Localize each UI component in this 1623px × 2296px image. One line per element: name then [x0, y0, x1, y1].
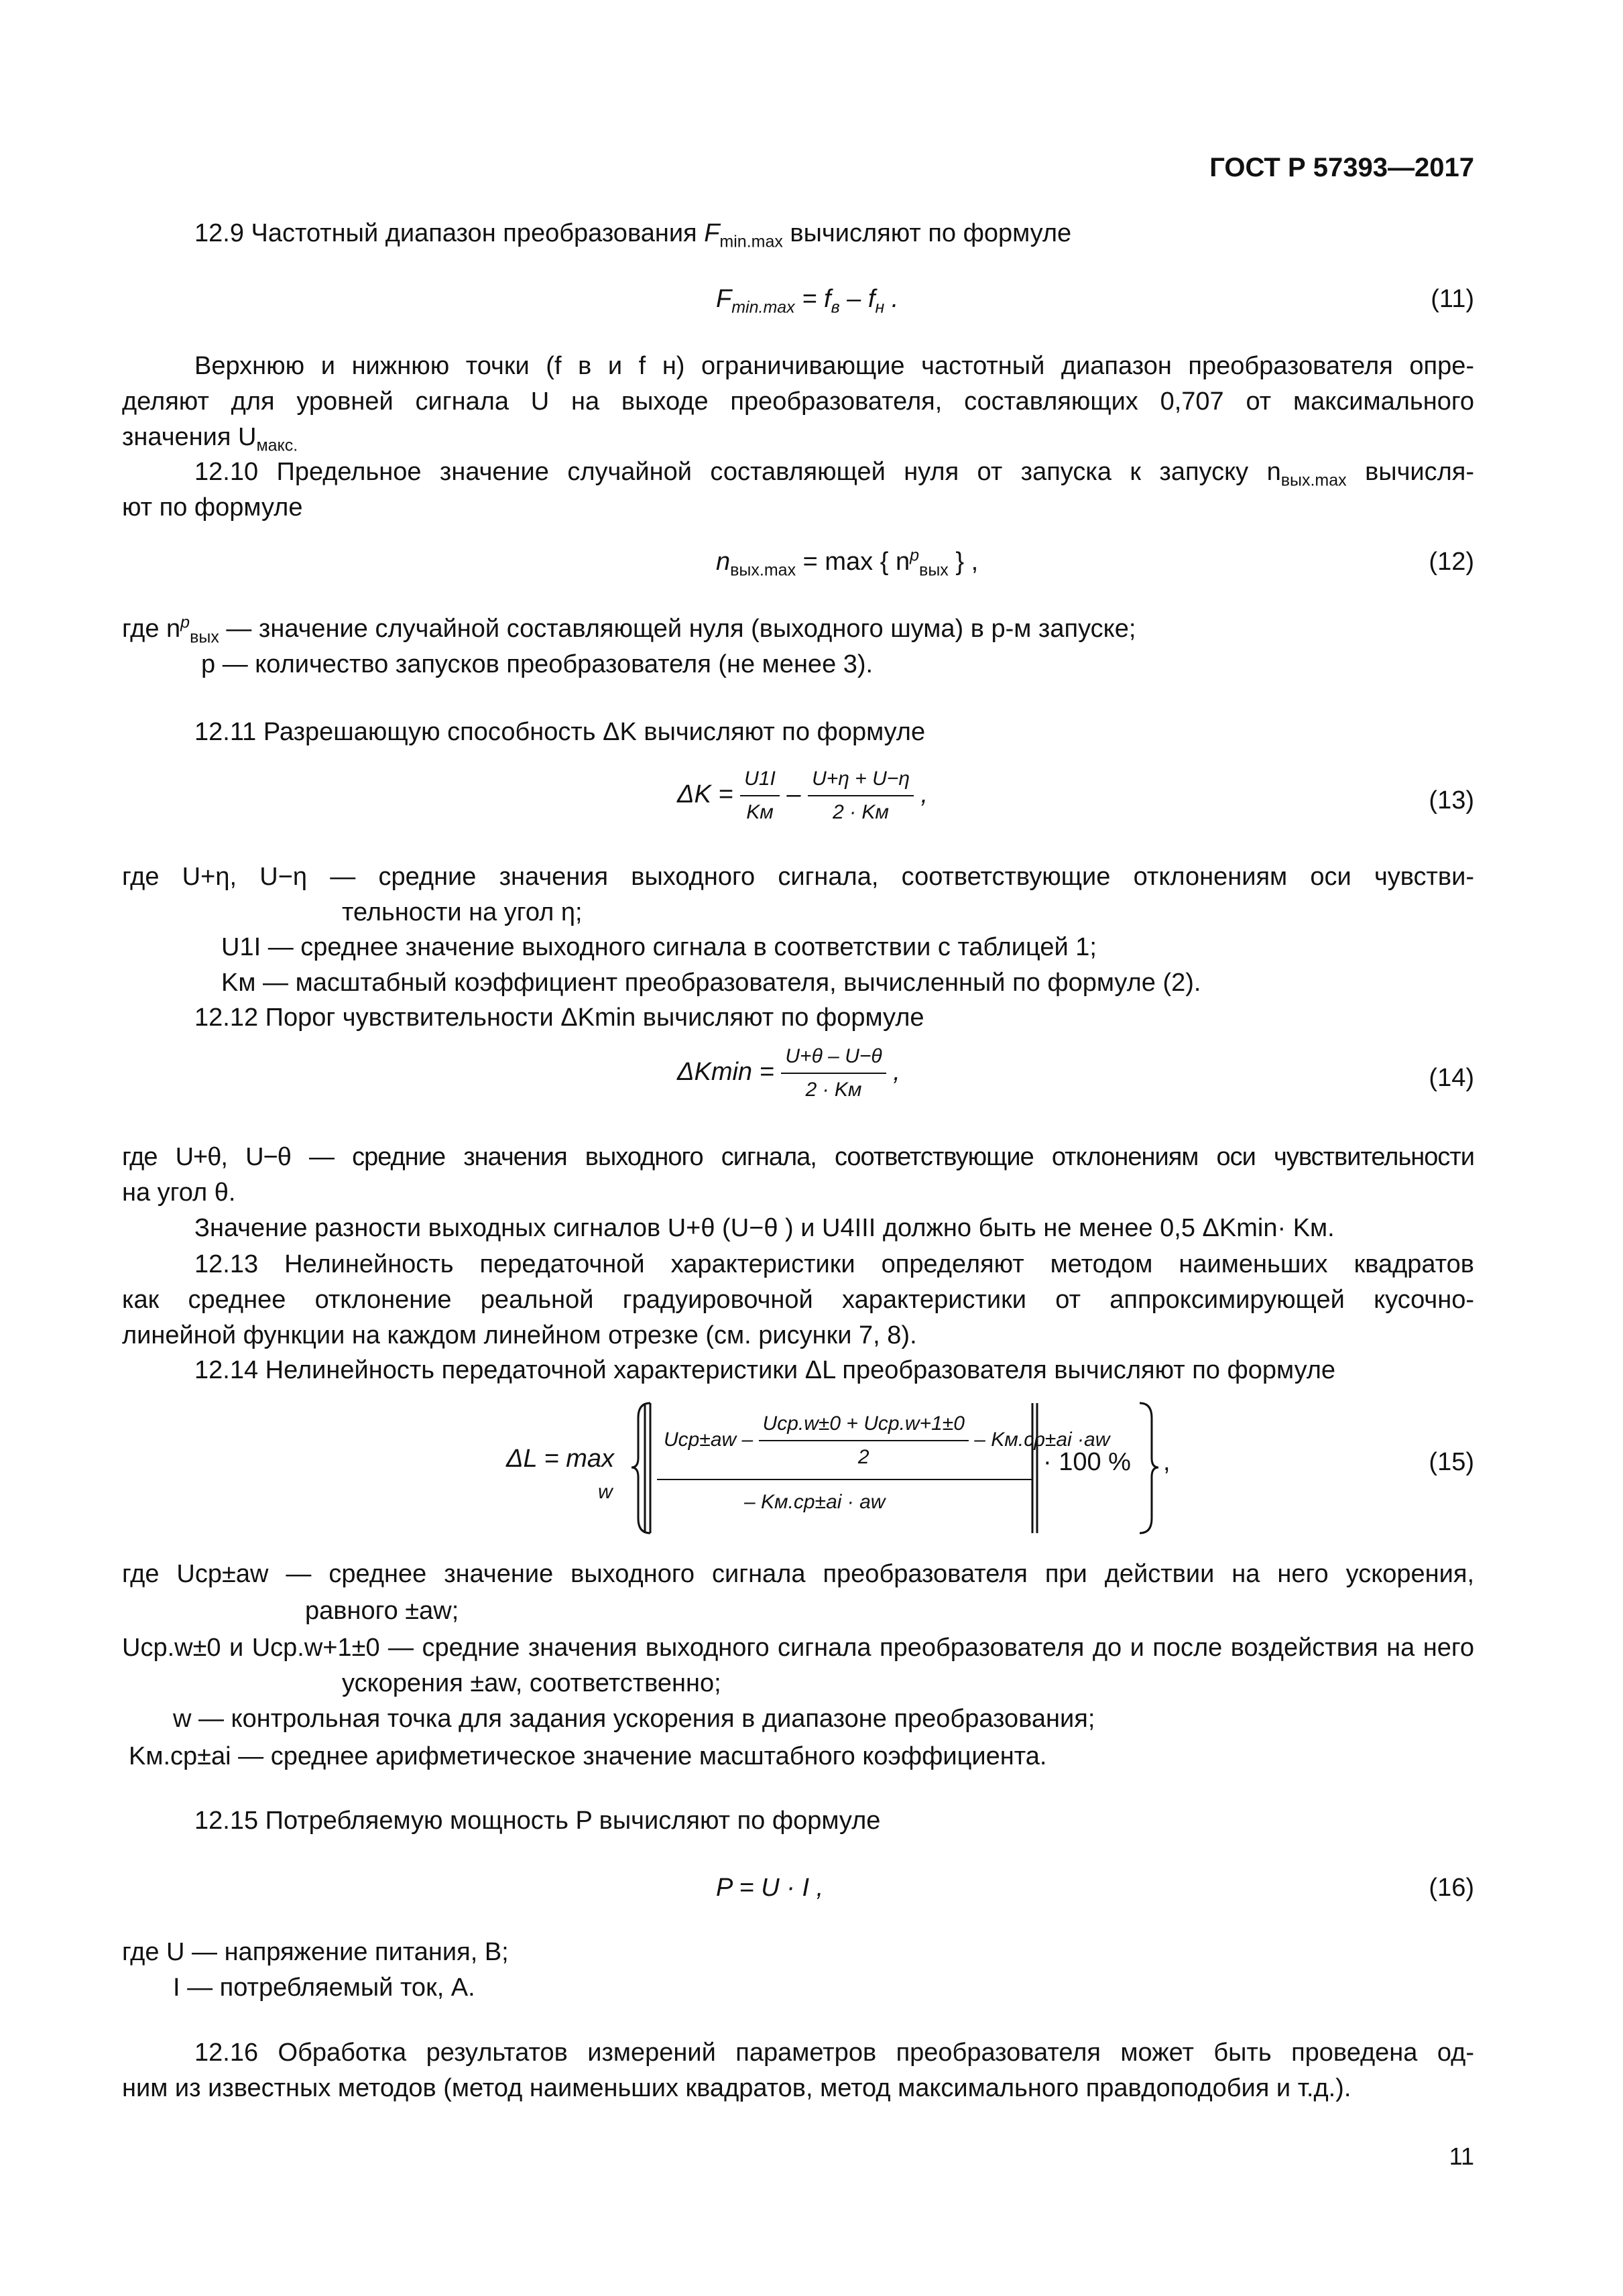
formula-14: ΔKmin = $\frac{U+\theta - U-\theta}{2 \cdot Kм}$ ,	[677, 1040, 900, 1106]
where-line: p — количество запусков преобразователя (не менее 3).	[201, 650, 874, 678]
where-line: Kм.cp±ai — среднее арифметическое значение масштабного коэффициента.	[129, 1742, 1047, 1770]
where-line: тельности на угол η;	[342, 898, 583, 926]
where-line: ускорения ±aw, соответственно;	[342, 1669, 721, 1697]
section-12-14-intro: 12.14 Нелинейность передаточной характеристики ΔL преобразователя вычисляют по формуле	[194, 1356, 1336, 1384]
where-line: где $n^p_{вых}$ — значение случайной составляющей нуля (выходного шума) в p-м запуске;	[122, 613, 1136, 647]
page-number: 11	[1449, 2142, 1474, 2170]
section-12-15-intro: 12.15 Потребляемую мощность P вычисляют по формуле	[194, 1807, 881, 1835]
formula-15-end: ,	[1163, 1448, 1170, 1476]
where-line: I — потребляемый ток, А.	[173, 1974, 475, 2002]
section-12-11-intro: 12.11 Разрешающую способность ΔK вычисляют по формуле	[194, 718, 926, 746]
formula-15-denominator: – Kм.cp±ai · aw	[744, 1491, 886, 1513]
equation-number: (15)	[1429, 1448, 1474, 1476]
where-line: w — контрольная точка для задания ускорения в диапазоне преобразования;	[173, 1705, 1095, 1733]
note-line: Значение разности выходных сигналов U+θ (U−θ ) и U4III должно быть не менее 0,5 ΔKmin· Kм.	[194, 1214, 1335, 1242]
equation-number: (12)	[1429, 548, 1474, 576]
section-12-16-line: 12.16 Обработка результатов измерений параметров преобразователя может быть проведена од-	[194, 2039, 1474, 2067]
where-line: где U+θ, U−θ — средние значения выходного сигнала, соответствующие отклонениям оси чувствительности	[122, 1143, 1474, 1171]
where-line: Kм — масштабный коэффициент преобразователя, вычисленный по формуле (2).	[221, 969, 1201, 997]
equation-number: (16)	[1429, 1874, 1474, 1902]
where-line: равного ±aw;	[305, 1597, 459, 1625]
equation-number: (13)	[1429, 786, 1474, 814]
section-12-9-intro: 12.9 Частотный диапазон преобразования $F_{min.max}$ вычисляют по формуле	[194, 219, 1072, 251]
equation-number: (11)	[1431, 285, 1474, 313]
formula-16: P = U · I ,	[716, 1874, 824, 1902]
equation-number: (14)	[1429, 1064, 1474, 1092]
paragraph-line: значения $U_{макс.}$	[122, 423, 298, 455]
where-line: U1I — среднее значение выходного сигнала в соответствии с таблицей 1;	[221, 933, 1097, 961]
formula-15-under: w	[598, 1481, 613, 1503]
formula-15-inner: Ucp±aw – $\frac{\text{Ucp.w±0 + Ucp.w+1±0}}{2}$ – Kм.cp±ai ·aw	[664, 1408, 1109, 1473]
section-12-10-intro: 12.10 Предельное значение случайной составляющей нуля от запуска к запуску $n_{вых.max}$ вычисля-	[194, 458, 1474, 490]
document-header: ГОСТ Р 57393—2017	[1209, 153, 1474, 182]
section-12-12-intro: 12.12 Порог чувствительности ΔKmin вычисляют по формуле	[194, 1004, 924, 1032]
where-line: на угол θ.	[122, 1179, 236, 1207]
where-line: где U+η, U−η — средние значения выходного сигнала, соответствующие отклонениям оси чувстви-	[122, 863, 1474, 891]
formula-12: $n_{вых.max} = \max$ { $n^p_{вых}$ } ,	[716, 546, 979, 580]
paragraph-line: деляют для уровней сигнала U на выходе преобразователя, составляющих 0,707 от максимального	[122, 387, 1474, 416]
where-line: где U — напряжение питания, В;	[122, 1938, 509, 1966]
section-12-13-line: как среднее отклонение реальной градуировочной характеристики от аппроксимирующей кусочно-	[122, 1286, 1474, 1314]
formula-11: $F_{min.max} = f_в - f_н$ .	[716, 285, 899, 317]
section-12-13-line: линейной функции на каждом линейном отрезке (см. рисунки 7, 8).	[122, 1321, 917, 1349]
where-line: где Ucp±aw — среднее значение выходного сигнала преобразователя при действии на него ускорения,	[122, 1560, 1474, 1588]
formula-13: ΔK = $\frac{U1I}{Kм}$ – $\frac{U+\eta + U-\eta}{2 \cdot Kм}$ ,	[677, 763, 928, 829]
paragraph-line: Верхнюю и нижнюю точки (f в и f н) ограничивающие частотный диапазон преобразователя опре-	[194, 352, 1474, 380]
section-12-16-line: ним из известных методов (метод наименьших квадратов, метод максимального правдоподобия и т.д.).	[122, 2074, 1351, 2102]
section-12-13-line: 12.13 Нелинейность передаточной характеристики определяют методом наименьших квадратов	[194, 1250, 1474, 1278]
where-line: Ucp.w±0 и Ucp.w+1±0 — средние значения выходного сигнала преобразователя до и после воздействия на него	[122, 1634, 1474, 1662]
formula-15-lhs: ΔL = max	[506, 1445, 615, 1473]
paragraph-line: ют по формуле	[122, 493, 303, 522]
formula-15-times: · 100 %	[1043, 1448, 1131, 1476]
